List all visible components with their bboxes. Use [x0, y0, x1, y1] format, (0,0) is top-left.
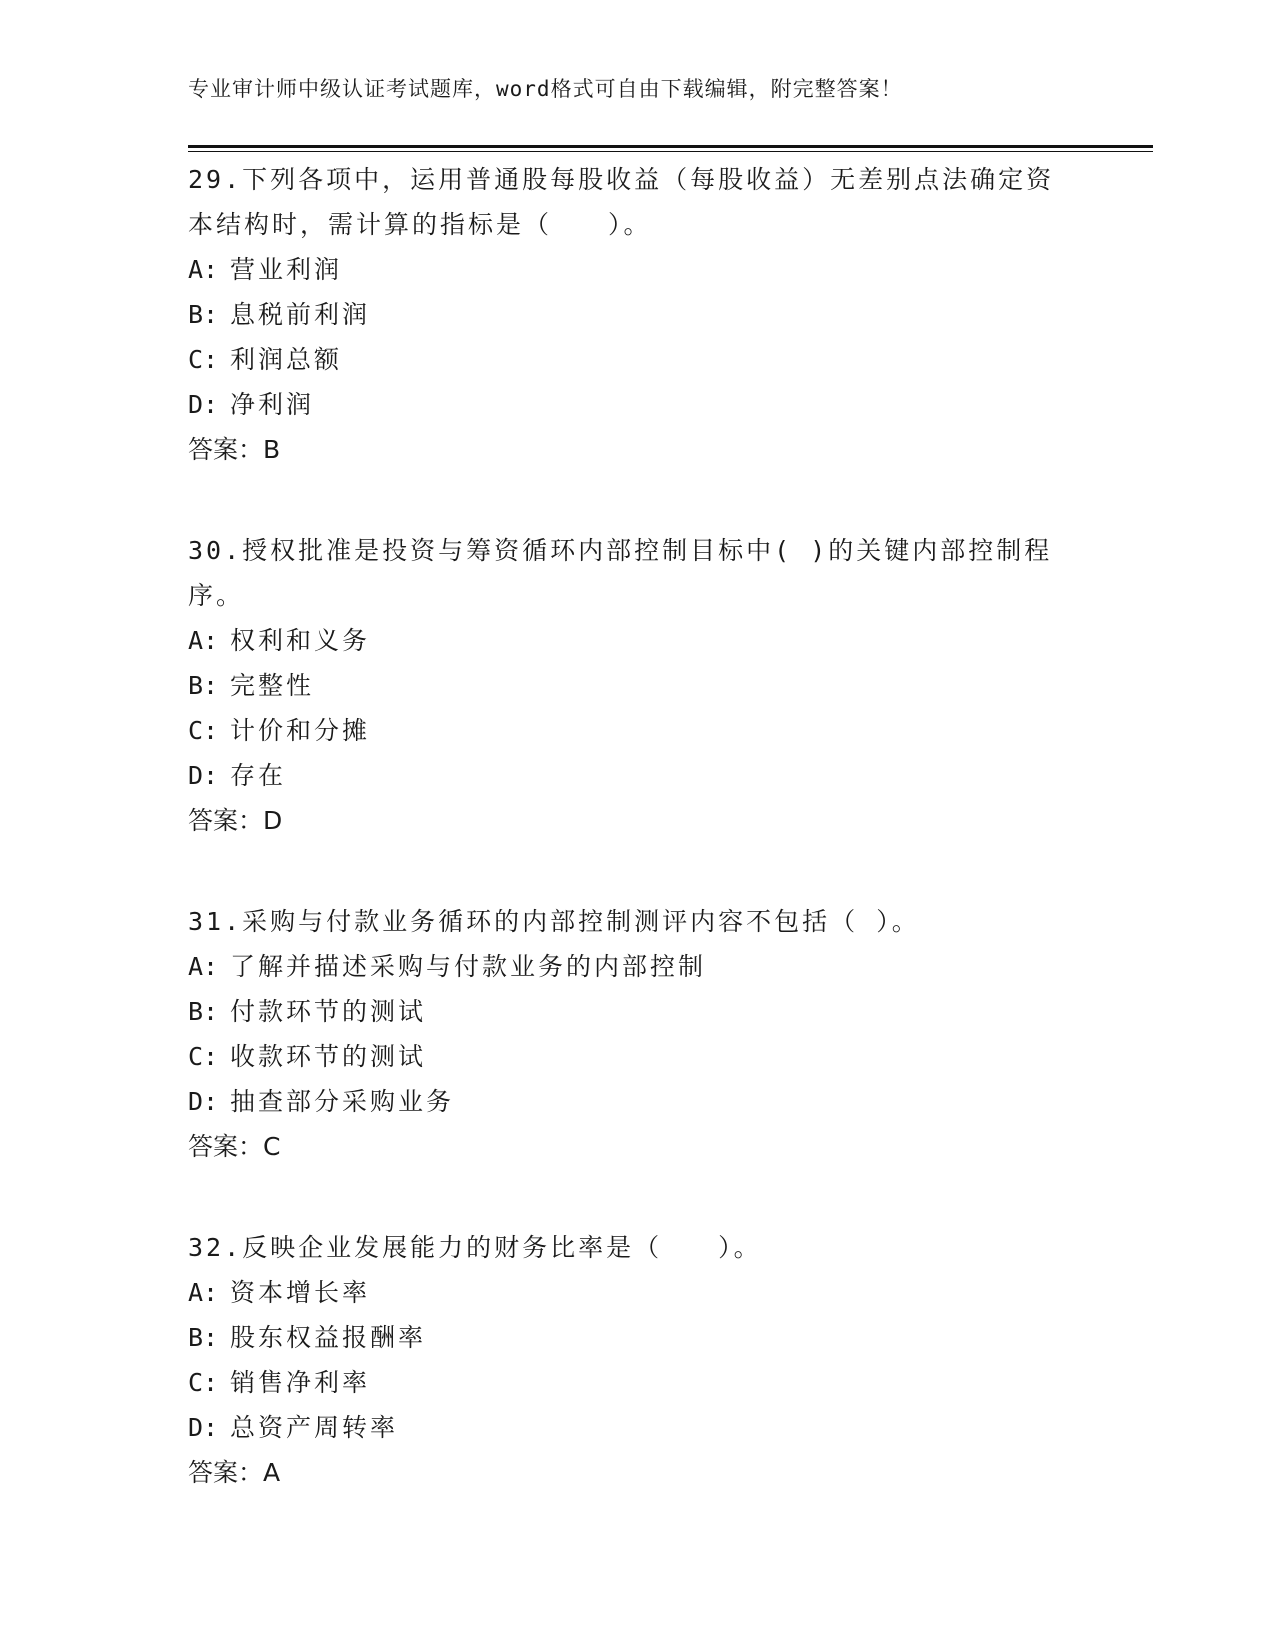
question-29 — [188, 157, 1088, 472]
option-a — [188, 1270, 1088, 1315]
answer-line: 答案：C — [188, 1132, 281, 1161]
option-d — [188, 1405, 1088, 1450]
option-c — [188, 1034, 1088, 1079]
question-stem: 32.反映企业发展能力的财务比率是（ ）。 — [188, 1233, 762, 1262]
option-text: 利润总额 — [230, 345, 343, 374]
option-letter: C: — [188, 1042, 219, 1071]
option-d — [188, 1079, 1088, 1124]
option-text: 资本增长率 — [230, 1278, 371, 1307]
option-a — [188, 247, 1088, 292]
answer-line: 答案：A — [188, 1458, 281, 1487]
question-32 — [188, 1225, 1088, 1495]
header-divider-thin — [188, 151, 1153, 152]
option-letter: A: — [188, 626, 219, 655]
option-c — [188, 1360, 1088, 1405]
question-stem: 31.采购与付款业务循环的内部控制测评内容不包括（ ）。 — [188, 907, 920, 936]
option-c — [188, 708, 1088, 753]
option-letter: C: — [188, 345, 219, 374]
option-letter: C: — [188, 716, 219, 745]
option-text: 了解并描述采购与付款业务的内部控制 — [230, 952, 707, 981]
option-letter: D: — [188, 761, 219, 790]
question-stem: 30.授权批准是投资与筹资循环内部控制目标中( )的关键内部控制程序。 — [188, 536, 1053, 610]
option-letter: B: — [188, 997, 219, 1026]
question-30 — [188, 528, 1088, 843]
option-text: 股东权益报酬率 — [230, 1323, 427, 1352]
answer-line: 答案：B — [188, 435, 281, 464]
option-letter: D: — [188, 390, 219, 419]
option-text: 收款环节的测试 — [230, 1042, 427, 1071]
option-letter: B: — [188, 1323, 219, 1352]
option-text: 抽查部分采购业务 — [230, 1087, 455, 1116]
option-a — [188, 944, 1088, 989]
option-a — [188, 618, 1088, 663]
option-letter: B: — [188, 671, 219, 700]
option-letter: A: — [188, 1278, 219, 1307]
option-c — [188, 337, 1088, 382]
answer-line: 答案：D — [188, 806, 283, 835]
question-stem: 29.下列各项中，运用普通股每股收益（每股收益）无差别点法确定资本结构时，需计算的指标是（ ）。 — [188, 165, 1055, 239]
option-b — [188, 989, 1088, 1034]
option-b — [188, 1315, 1088, 1360]
option-text: 存在 — [230, 761, 287, 790]
option-text: 计价和分摊 — [230, 716, 371, 745]
option-text: 完整性 — [230, 671, 315, 700]
option-letter: C: — [188, 1368, 219, 1397]
option-text: 净利润 — [230, 390, 315, 419]
page-header: 专业审计师中级认证考试题库，word格式可自由下载编辑，附完整答案！ — [188, 77, 903, 101]
option-letter: D: — [188, 1087, 219, 1116]
header-divider-thick — [188, 145, 1153, 148]
option-text: 付款环节的测试 — [230, 997, 427, 1026]
option-b — [188, 663, 1088, 708]
option-b — [188, 292, 1088, 337]
option-letter: B: — [188, 300, 219, 329]
option-text: 息税前利润 — [230, 300, 371, 329]
option-text: 权利和义务 — [230, 626, 371, 655]
question-list — [188, 157, 1088, 1551]
option-text: 总资产周转率 — [230, 1413, 399, 1442]
option-d — [188, 753, 1088, 798]
option-letter: D: — [188, 1413, 219, 1442]
option-letter: A: — [188, 255, 219, 284]
option-text: 营业利润 — [230, 255, 343, 284]
option-text: 销售净利率 — [230, 1368, 371, 1397]
question-31 — [188, 899, 1088, 1169]
option-letter: A: — [188, 952, 219, 981]
option-d — [188, 382, 1088, 427]
